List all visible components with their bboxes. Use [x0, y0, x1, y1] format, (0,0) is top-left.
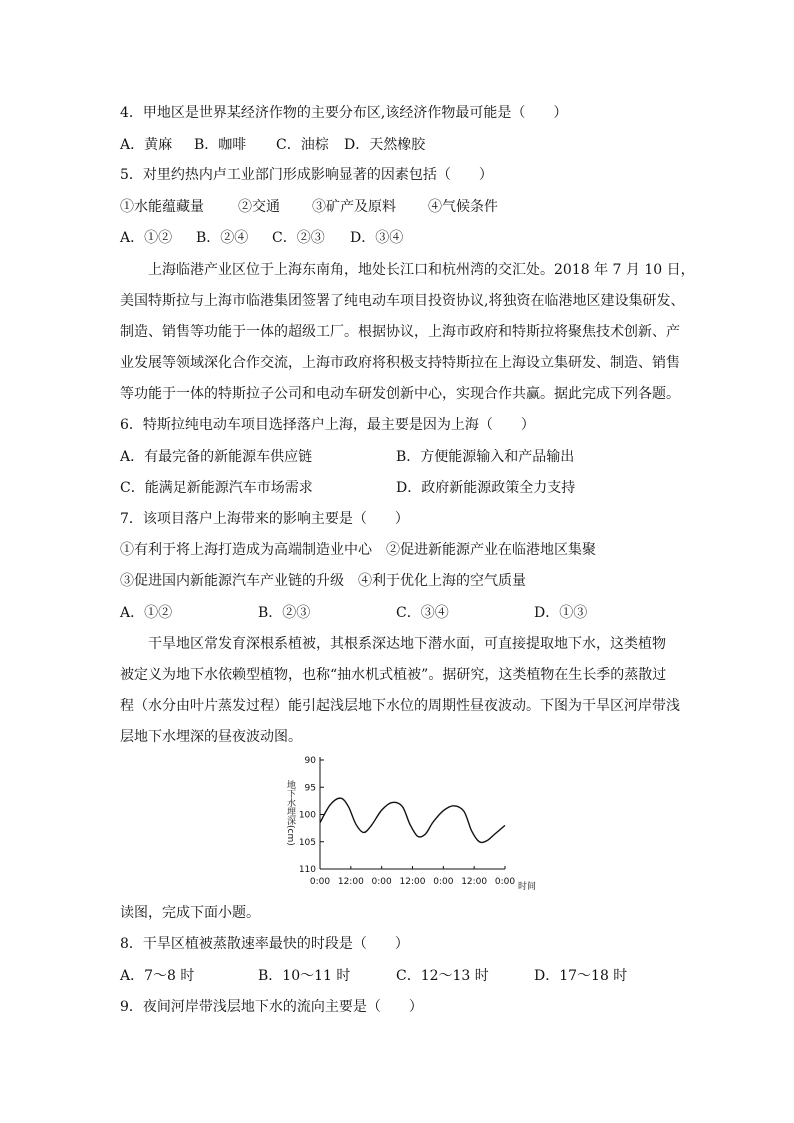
q8-option-c: C．12～13 时	[396, 968, 489, 984]
q7-stem: 7．该项目落户上海带来的影响主要是（ ）	[120, 511, 409, 527]
q5-stem: 5．对里约热内卢工业部门形成影响显著的因素包括（ ）	[120, 167, 493, 183]
q7-option-b: B．②③	[258, 605, 311, 621]
q8-option-b: B．10～11 时	[258, 968, 351, 984]
x-tick-label: 0:00	[309, 877, 331, 887]
q6-stem: 6．特斯拉纯电动车项目选择落户上海，最主要是因为上海（ ）	[120, 417, 535, 433]
passage1-line-2: 美国特斯拉与上海市临港集团签署了纯电动车项目投资协议,将独资在临港地区建设集研发、	[120, 293, 685, 309]
x-tick-label: 12:00	[461, 877, 488, 887]
q7-option-c: C．③④	[396, 605, 449, 621]
q6-option-c: C．能满足新能源汽车市场需求	[120, 480, 313, 496]
x-tick-label: 12:00	[399, 877, 426, 887]
q5-factor-2: ②交通	[238, 199, 280, 215]
q5-factor-3: ③矿产及原料	[312, 199, 396, 215]
q8-stem: 8．干旱区植被蒸散速率最快的时段是（ ）	[120, 936, 409, 952]
q7-option-d: D．①③	[534, 605, 588, 621]
q7-option-a: A．①②	[120, 605, 173, 621]
q4-stem: 4．甲地区是世界某经济作物的主要分布区,该经济作物最可能是（ ）	[120, 105, 568, 121]
groundwater-depth-chart	[270, 752, 550, 897]
y-tick-label: 100	[298, 810, 316, 821]
passage1-line-3: 制造、销售等功能于一体的超级工厂。根据协议，上海市政府和特斯拉将聚焦技术创新、产	[120, 324, 680, 340]
q4-option-b: B．咖啡	[194, 137, 247, 153]
passage2-line-2: 被定义为地下水依赖型植物，也称“抽水机式植被”。据研究，这类植物在生长季的蒸散过	[120, 667, 667, 683]
q4-option-a: A．黄麻	[120, 137, 173, 153]
passage2-line-1: 干旱地区常发育深根系植被，其根系深达地下潜水面，可直接提取地下水，这类植物	[148, 636, 666, 652]
y-tick-label: 110	[298, 865, 316, 875]
y-tick-label: 90	[304, 756, 316, 766]
y-axis-label: 地下水埋深(cm)	[285, 780, 295, 846]
x-tick-label: 0:00	[433, 877, 454, 887]
q8-option-d: D．17～18 时	[534, 968, 628, 984]
q4-option-c: C．油棕	[276, 137, 329, 153]
q-intro: 读图，完成下面小题。	[120, 905, 260, 921]
passage2-line-4: 层地下水埋深的昼夜波动图。	[120, 729, 302, 745]
q7-statement-4: ④利于优化上海的空气质量	[358, 573, 526, 589]
q5-option-c: C．②③	[272, 230, 325, 246]
passage1-line-1: 上海临港产业区位于上海东南角，地处长江口和杭州湾的交汇处。2018 年 7 月 10 日，	[148, 262, 695, 278]
x-axis-label: 时间	[518, 882, 537, 892]
x-tick-label: 0:00	[371, 877, 392, 887]
q5-option-d: D．③④	[350, 230, 404, 246]
y-tick-label: 105	[298, 837, 316, 848]
q5-factor-4: ④气候条件	[428, 199, 498, 215]
groundwater-depth-line	[320, 798, 505, 842]
x-tick-label: 0:00	[494, 877, 516, 887]
q6-option-a: A．有最完备的新能源车供应链	[120, 449, 313, 465]
q7-statement-3: ③促进国内新能源汽车产业链的升级	[120, 573, 344, 589]
x-tick-label: 12:00	[337, 877, 364, 887]
passage1-line-4: 业发展等领域深化合作交流，上海市政府将积极支持特斯拉在上海设立集研发、制造、销售	[120, 355, 680, 371]
y-tick-label: 95	[304, 783, 316, 794]
q4-option-d: D．天然橡胶	[344, 137, 426, 153]
q8-option-a: A．7～8 时	[120, 968, 195, 984]
passage2-line-3: 程（水分由叶片蒸发过程）能引起浅层地下水位的周期性昼夜波动。下图为干旱区河岸带浅	[120, 698, 680, 714]
q5-option-b: B．②④	[196, 230, 249, 246]
q7-statement-2: ②促进新能源产业在临港地区集聚	[386, 542, 596, 558]
passage1-line-5: 等功能于一体的特斯拉子公司和电动车研发创新中心，实现合作共赢。据此完成下列各题。	[120, 386, 680, 402]
chart-svg	[270, 752, 550, 897]
q7-statement-1: ①有利于将上海打造成为高端制造业中心	[120, 542, 372, 558]
q5-option-a: A．①②	[120, 230, 173, 246]
q9-stem: 9．夜间河岸带浅层地下水的流向主要是（ ）	[120, 999, 423, 1015]
q5-factor-1: ①水能蕴藏量	[120, 199, 204, 215]
q6-option-d: D．政府新能源政策全力支持	[396, 480, 576, 496]
q6-option-b: B．方便能源输入和产品输出	[396, 449, 575, 465]
